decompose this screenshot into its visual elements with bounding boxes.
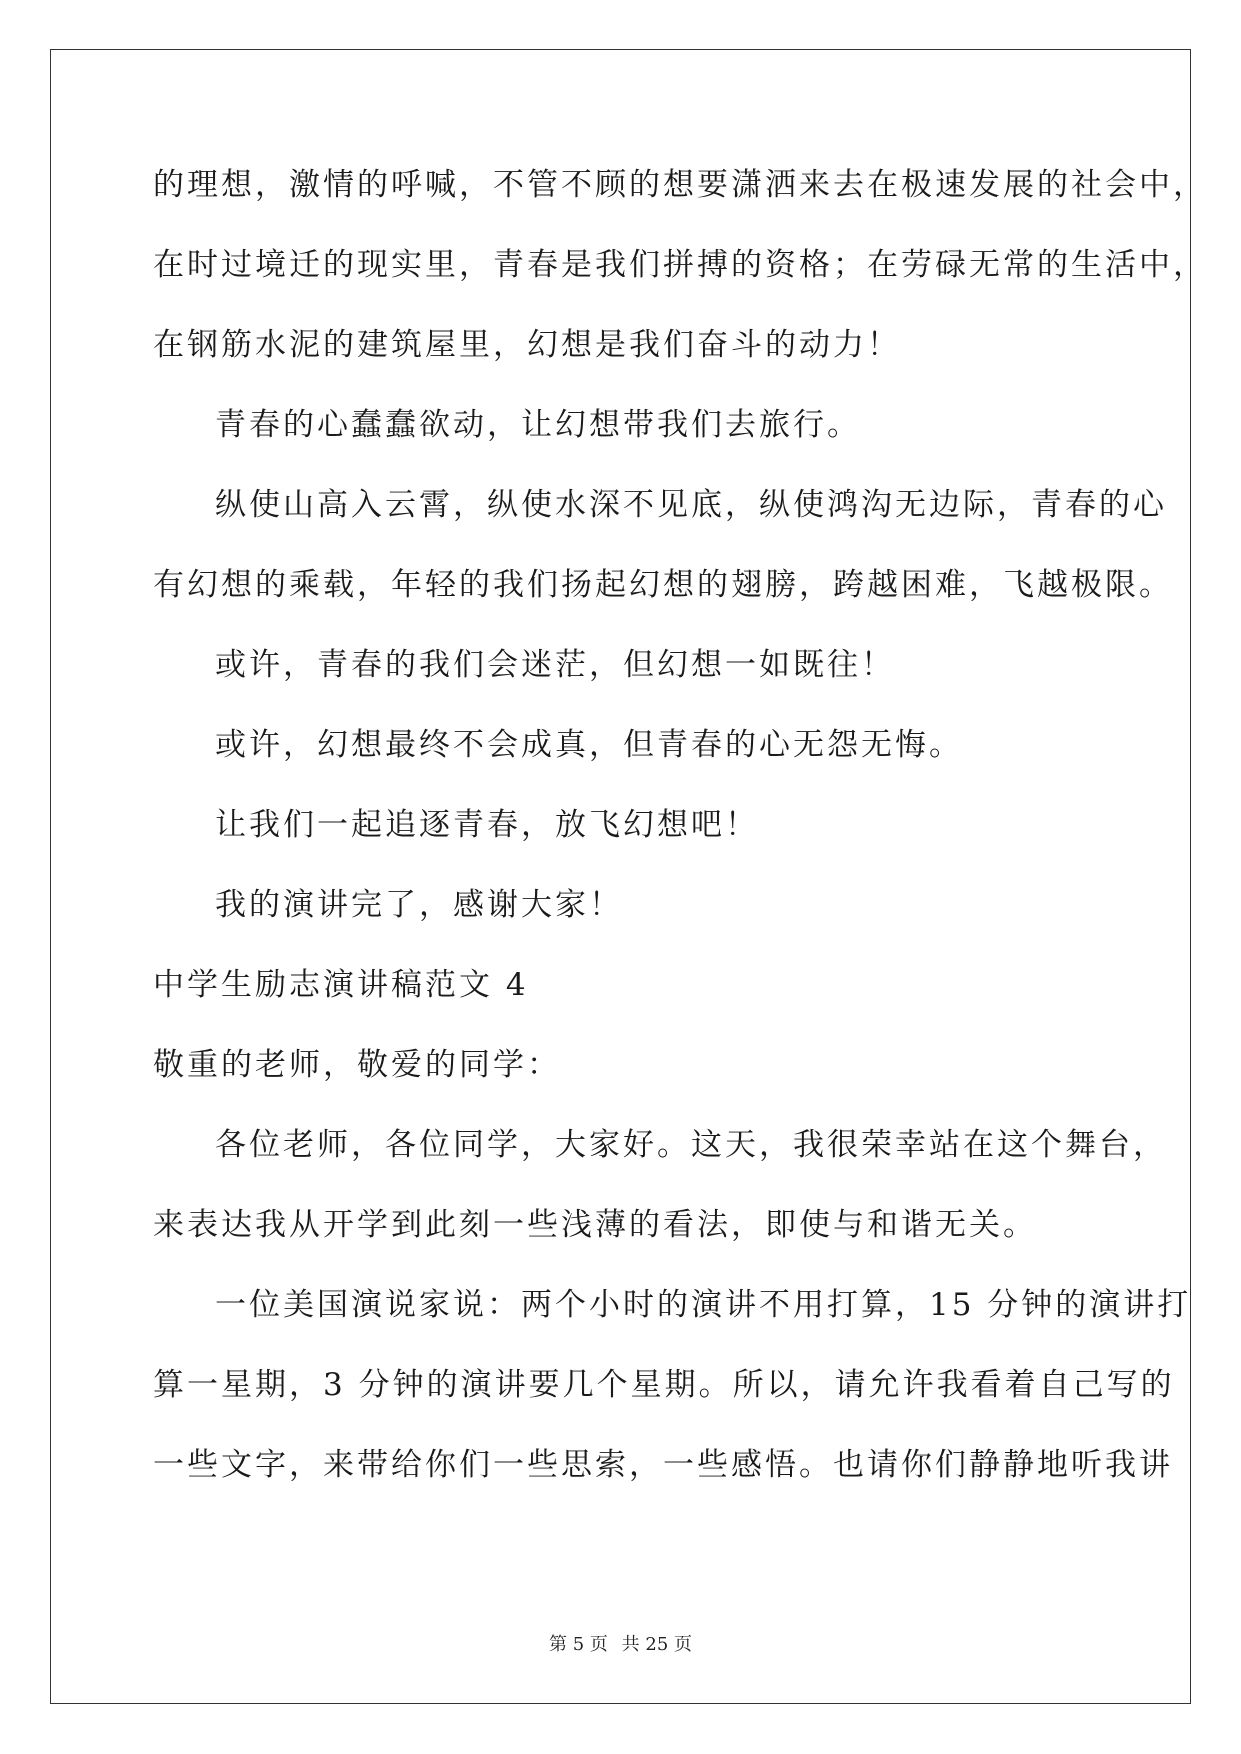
text-line: 来表达我从开学到此刻一些浅薄的看法，即使与和谐无关。 (153, 1207, 1037, 1243)
page-footer (0, 1630, 1241, 1656)
text-line: 我的演讲完了，感谢大家！ (215, 887, 623, 923)
text-line: 或许，青春的我们会迷茫，但幻想一如既往！ (215, 647, 895, 683)
text-line: 在时过境迁的现实里，青春是我们拼搏的资格；在劳碌无常的生活中， (153, 247, 1207, 283)
text-line: 一位美国演说家说：两个小时的演讲不用打算，15 分钟的演讲打 (215, 1287, 1192, 1323)
page-total: 共 25 页 (621, 1634, 692, 1655)
text-line: 青春的心蠢蠢欲动，让幻想带我们去旅行。 (215, 407, 861, 443)
page-number: 第 5 页 (549, 1634, 608, 1655)
section-heading: 中学生励志演讲稿范文 4 (153, 967, 529, 1003)
text-line: 算一星期，3 分钟的演讲要几个星期。所以，请允许我看着自己写的 (153, 1367, 1175, 1403)
text-line: 有幻想的乘载，年轻的我们扬起幻想的翅膀，跨越困难，飞越极限。 (153, 567, 1173, 603)
text-line: 纵使山高入云霄，纵使水深不见底，纵使鸿沟无边际，青春的心 (215, 487, 1167, 523)
text-line: 一些文字，来带给你们一些思索，一些感悟。也请你们静静地听我讲 (153, 1447, 1173, 1483)
text-line: 或许，幻想最终不会成真，但青春的心无怨无悔。 (215, 727, 963, 763)
salutation: 敬重的老师，敬爱的同学： (153, 1047, 561, 1083)
text-line: 的理想，激情的呼喊，不管不顾的想要潇洒来去在极速发展的社会中， (153, 167, 1207, 203)
text-line: 在钢筋水泥的建筑屋里，幻想是我们奋斗的动力！ (153, 327, 901, 363)
text-line: 各位老师，各位同学，大家好。这天，我很荣幸站在这个舞台， (215, 1127, 1167, 1163)
text-line: 让我们一起追逐青春，放飞幻想吧！ (215, 807, 759, 843)
